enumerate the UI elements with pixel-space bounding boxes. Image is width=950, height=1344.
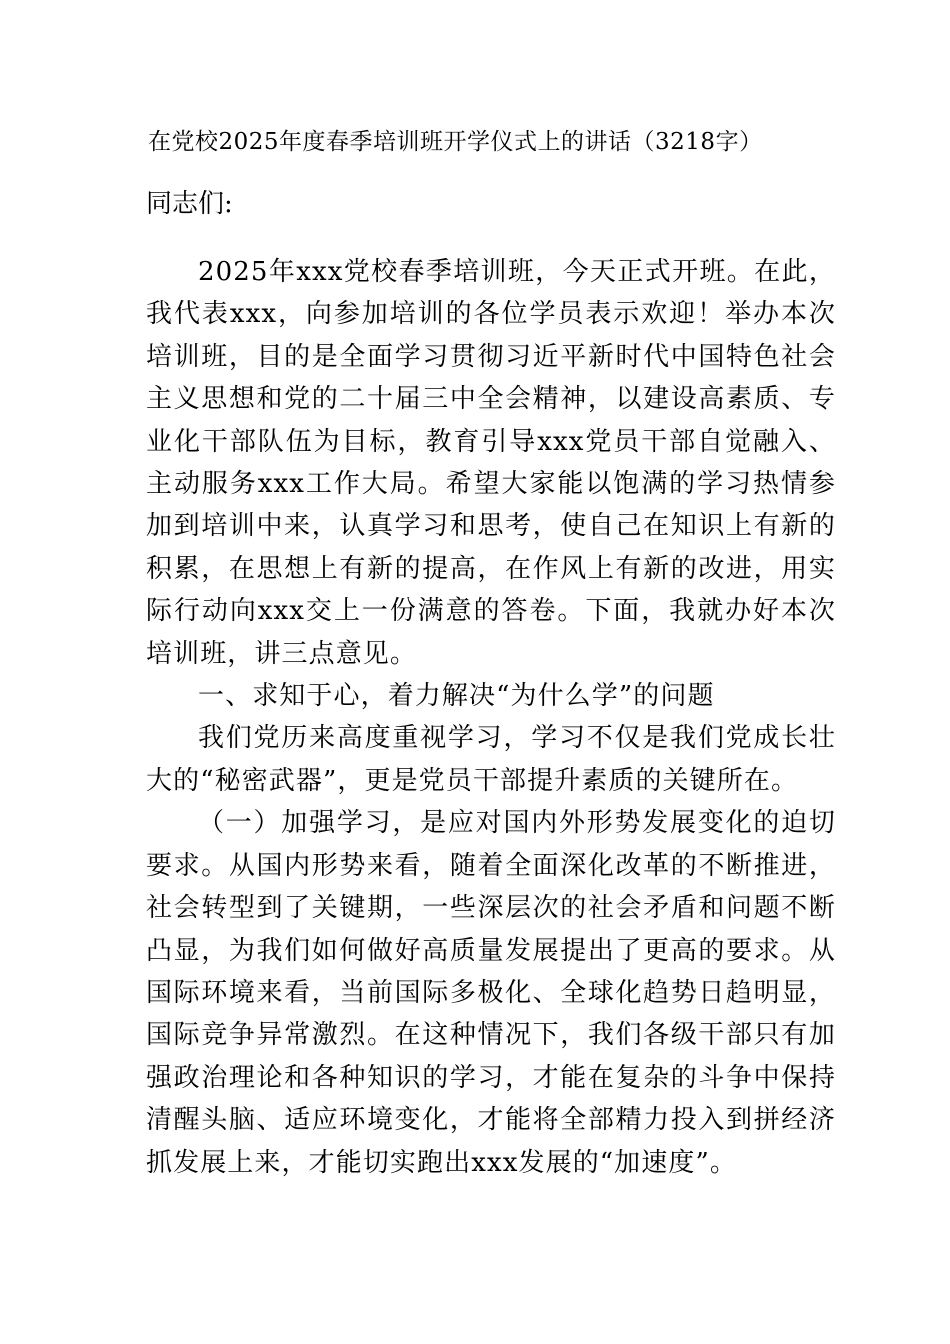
paragraph-section-1-intro: 我们党历来高度重视学习，学习不仅是我们党成长壮大的“秘密武器”，更是党员干部提升素质的关键所在。 [146,723,836,796]
document-title: 在党校2025年度春季培训班开学仪式上的讲话（3218字） [148,129,763,155]
salutation: 同志们: [146,189,233,219]
document-body [146,251,836,1184]
paragraph-opening: 2025年xxx党校春季培训班，今天正式开班。在此，我代表xxx，向参加培训的各位学员表示欢迎！举办本次培训班，目的是全面学习贯彻习近平新时代中国特色社会主义思想和党的二十届三中全会精神，以建设高素质、专业化干部队伍为目标，教育引导xxx党员干部自觉融入、主动服务xxx工作大局。希望大家能以饱满的学习热情参加到培训中来，认真学习和思考，使自己在知识上有新的积累，在思想上有新的提高，在作风上有新的改进，用实际行动向xxx交上一份满意的答卷。下面，我就办好本次培训班，讲三点意见。 [146,257,836,669]
section-heading-1: 一、求知于心，着力解决“为什么学”的问题 [198,681,715,712]
paragraph-subsection-1: （一）加强学习，是应对国内外形势发展变化的迫切要求。从国内形势来看，随着全面深化改革的不断推进，社会转型到了关键期，一些深层次的社会矛盾和问题不断凸显，为我们如何做好高质量发展提出了更高的要求。从国际环境来看，当前国际多极化、全球化趋势日趋明显，国际竞争异常激烈。在这种情况下，我们各级干部只有加强政治理论和各种知识的学习，才能在复杂的斗争中保持清醒头脑、适应环境变化，才能将全部精力投入到拼经济抓发展上来，才能切实跑出xxx发展的“加速度”。 [146,808,836,1178]
